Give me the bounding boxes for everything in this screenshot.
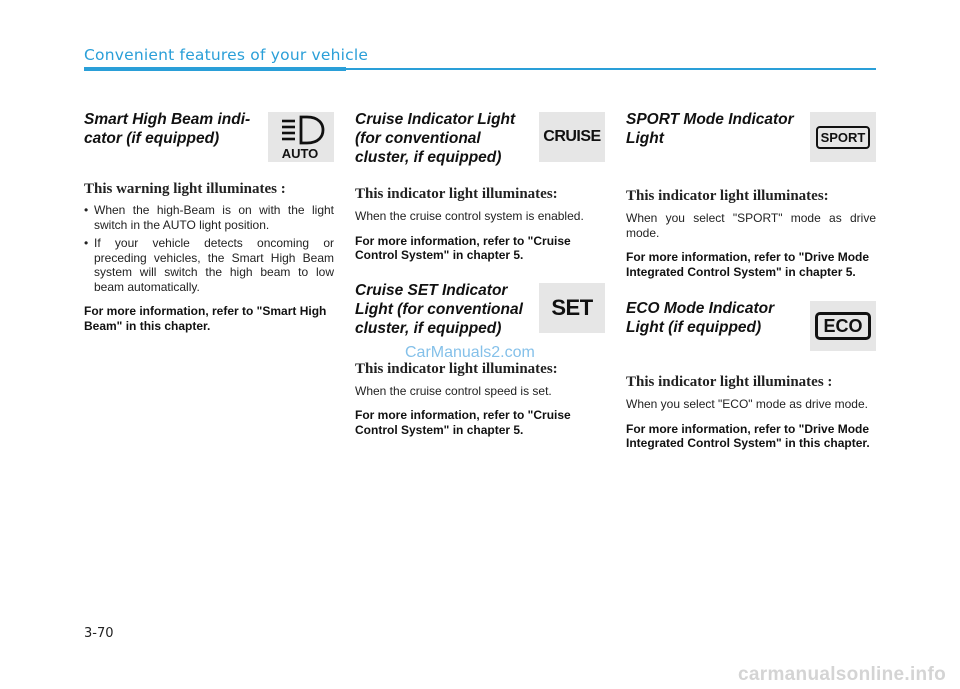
section-body: When you select "ECO" mode as drive mode. — [626, 397, 868, 411]
header-accent-bar — [84, 67, 346, 71]
cruise-set-indicator-icon — [539, 283, 605, 333]
cruise-indicator-icon — [539, 112, 605, 162]
section-body: When the cruise control speed is set. — [355, 383, 552, 398]
section-lead: This indicator light illuminates: — [355, 186, 558, 202]
section-title: SPORT Mode Indicator Light — [626, 111, 794, 147]
section-sport — [626, 110, 876, 279]
section-smart-high-beam — [84, 110, 334, 333]
section-lead: This warning light illuminates : — [84, 181, 286, 197]
auto-high-beam-indicator-icon — [268, 112, 334, 162]
eco-indicator-icon — [810, 301, 876, 351]
section-eco — [626, 299, 876, 451]
page-number: 3-70 — [84, 626, 114, 641]
reference-note: For more information, refer to "Drive Mode Integrated Control System" in chapter 5. — [626, 250, 870, 279]
section-body: When you select "SPORT" mode as drive mode. — [626, 211, 876, 240]
column-right — [626, 110, 876, 451]
section-body: When the cruise control system is enabled. — [355, 209, 584, 223]
indicator-label: SPORT — [816, 126, 871, 149]
section-lead: This indicator light illuminates: — [355, 360, 558, 377]
sport-indicator-icon — [810, 112, 876, 162]
section-cruise — [355, 110, 605, 263]
indicator-label: CRUISE — [543, 128, 601, 145]
header-title: Convenient features of your vehicle — [84, 46, 369, 64]
site-stamp: carmanualsonline.info — [738, 664, 946, 685]
list-item: • When the high-Beam is on with the light switch in the AUTO light position. — [84, 203, 334, 232]
section-title: ECO Mode Indicator Light (if equipped) — [626, 300, 775, 336]
reference-note: For more information, refer to "Smart High Beam" in this chapter. — [84, 304, 327, 333]
section-lead: This indicator light illuminates : — [626, 374, 833, 390]
column-middle — [355, 110, 605, 437]
watermark: CarManuals2.com — [405, 344, 535, 361]
reference-note: For more information, refer to "Cruise Control System" in chapter 5. — [355, 233, 571, 262]
section-title: Smart High Beam indi-cator (if equipped) — [84, 111, 251, 147]
list-item: • If your vehicle detects oncoming or preceding vehicles, the Smart High Beam system will switch the high beam to low beam automatically. — [84, 236, 334, 294]
section-title: Cruise SET Indicator Light (for conventional cluster, if equipped) — [355, 281, 523, 337]
section-title: Cruise Indicator Light (for conventional cluster, if equipped) — [355, 111, 516, 166]
header-rule — [346, 68, 876, 70]
section-lead: This indicator light illuminates: — [626, 188, 829, 204]
indicator-label: AUTO — [281, 146, 319, 160]
column-left — [84, 110, 334, 333]
reference-note: For more information, refer to "Drive Mode Integrated Control System" in this chapter. — [626, 421, 870, 450]
indicator-label: ECO — [815, 312, 870, 340]
reference-note: For more information, refer to "Cruise Control System" in chapter 5. — [355, 408, 571, 437]
bullet-list — [84, 203, 334, 294]
indicator-label: SET — [551, 294, 593, 320]
